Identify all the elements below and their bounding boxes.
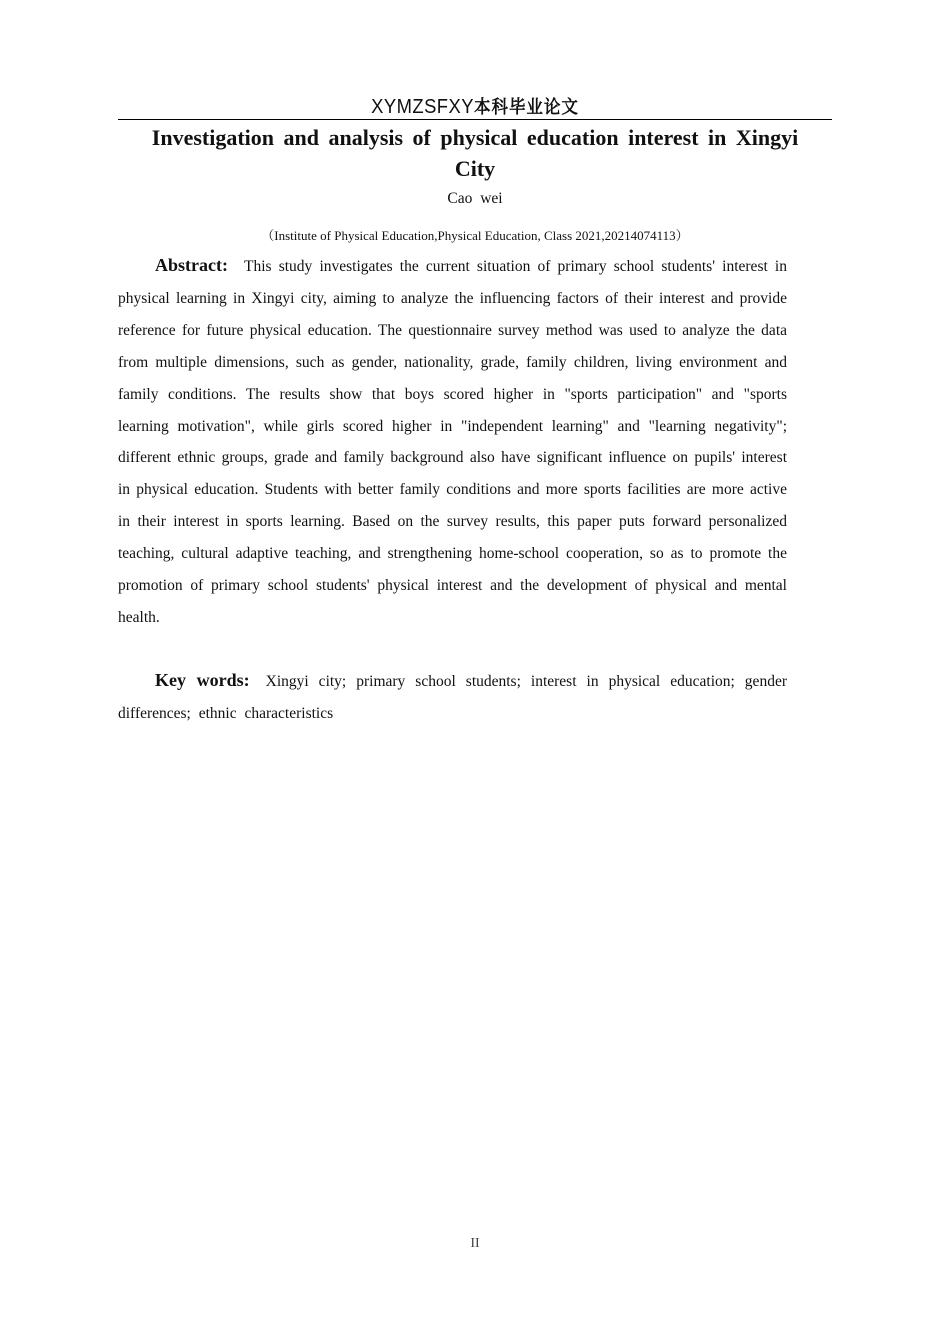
abstract-text: This study investigates the current situation of primary school students' interest in physical learning in Xingyi city, aiming to analyze the influencing factors of their interest and provide reference for future physical education. The questionnaire survey method was used to analyze the data from multiple dimensions, such as gender, nationality, grade, family children, living environment and family conditions. The results show that boys scored higher in "sports participation" and "sports learning motivation", while girls scored higher in "independent learning" and "learning negativity"; different ethnic groups, grade and family background also have significant influence on pupils' interest in physical education. Students with better family conditions and more sports facilities are more active in their interest in sports learning. Based on the survey results, this paper puts forward personalized teaching, cultural adaptive teaching, and strengthening home-school cooperation, so as to promote the promotion of primary school students' physical interest and the development of physical and mental health. [118,258,787,626]
abstract [118,250,787,634]
keywords-label: Key words: [155,670,250,690]
abstract-label: Abstract: [155,255,228,275]
keywords-text: Xingyi city; primary school students; interest in physical education; gender differences; ethnic characteristics [118,673,787,722]
page-number: II [470,1236,480,1251]
author-name: Cao wei [447,190,503,207]
paper-title: Investigation and analysis of physical education interest in Xingyi City [151,125,799,181]
header-thesis-label: 本科毕业论文 [473,97,579,118]
author-affiliation: （Institute of Physical Education,Physical Education, Class 2021,20214074113） [261,228,689,243]
keywords [118,665,787,730]
running-header [147,94,804,121]
header-code: XYMZSFXY [371,96,474,118]
header-rule [118,119,832,120]
